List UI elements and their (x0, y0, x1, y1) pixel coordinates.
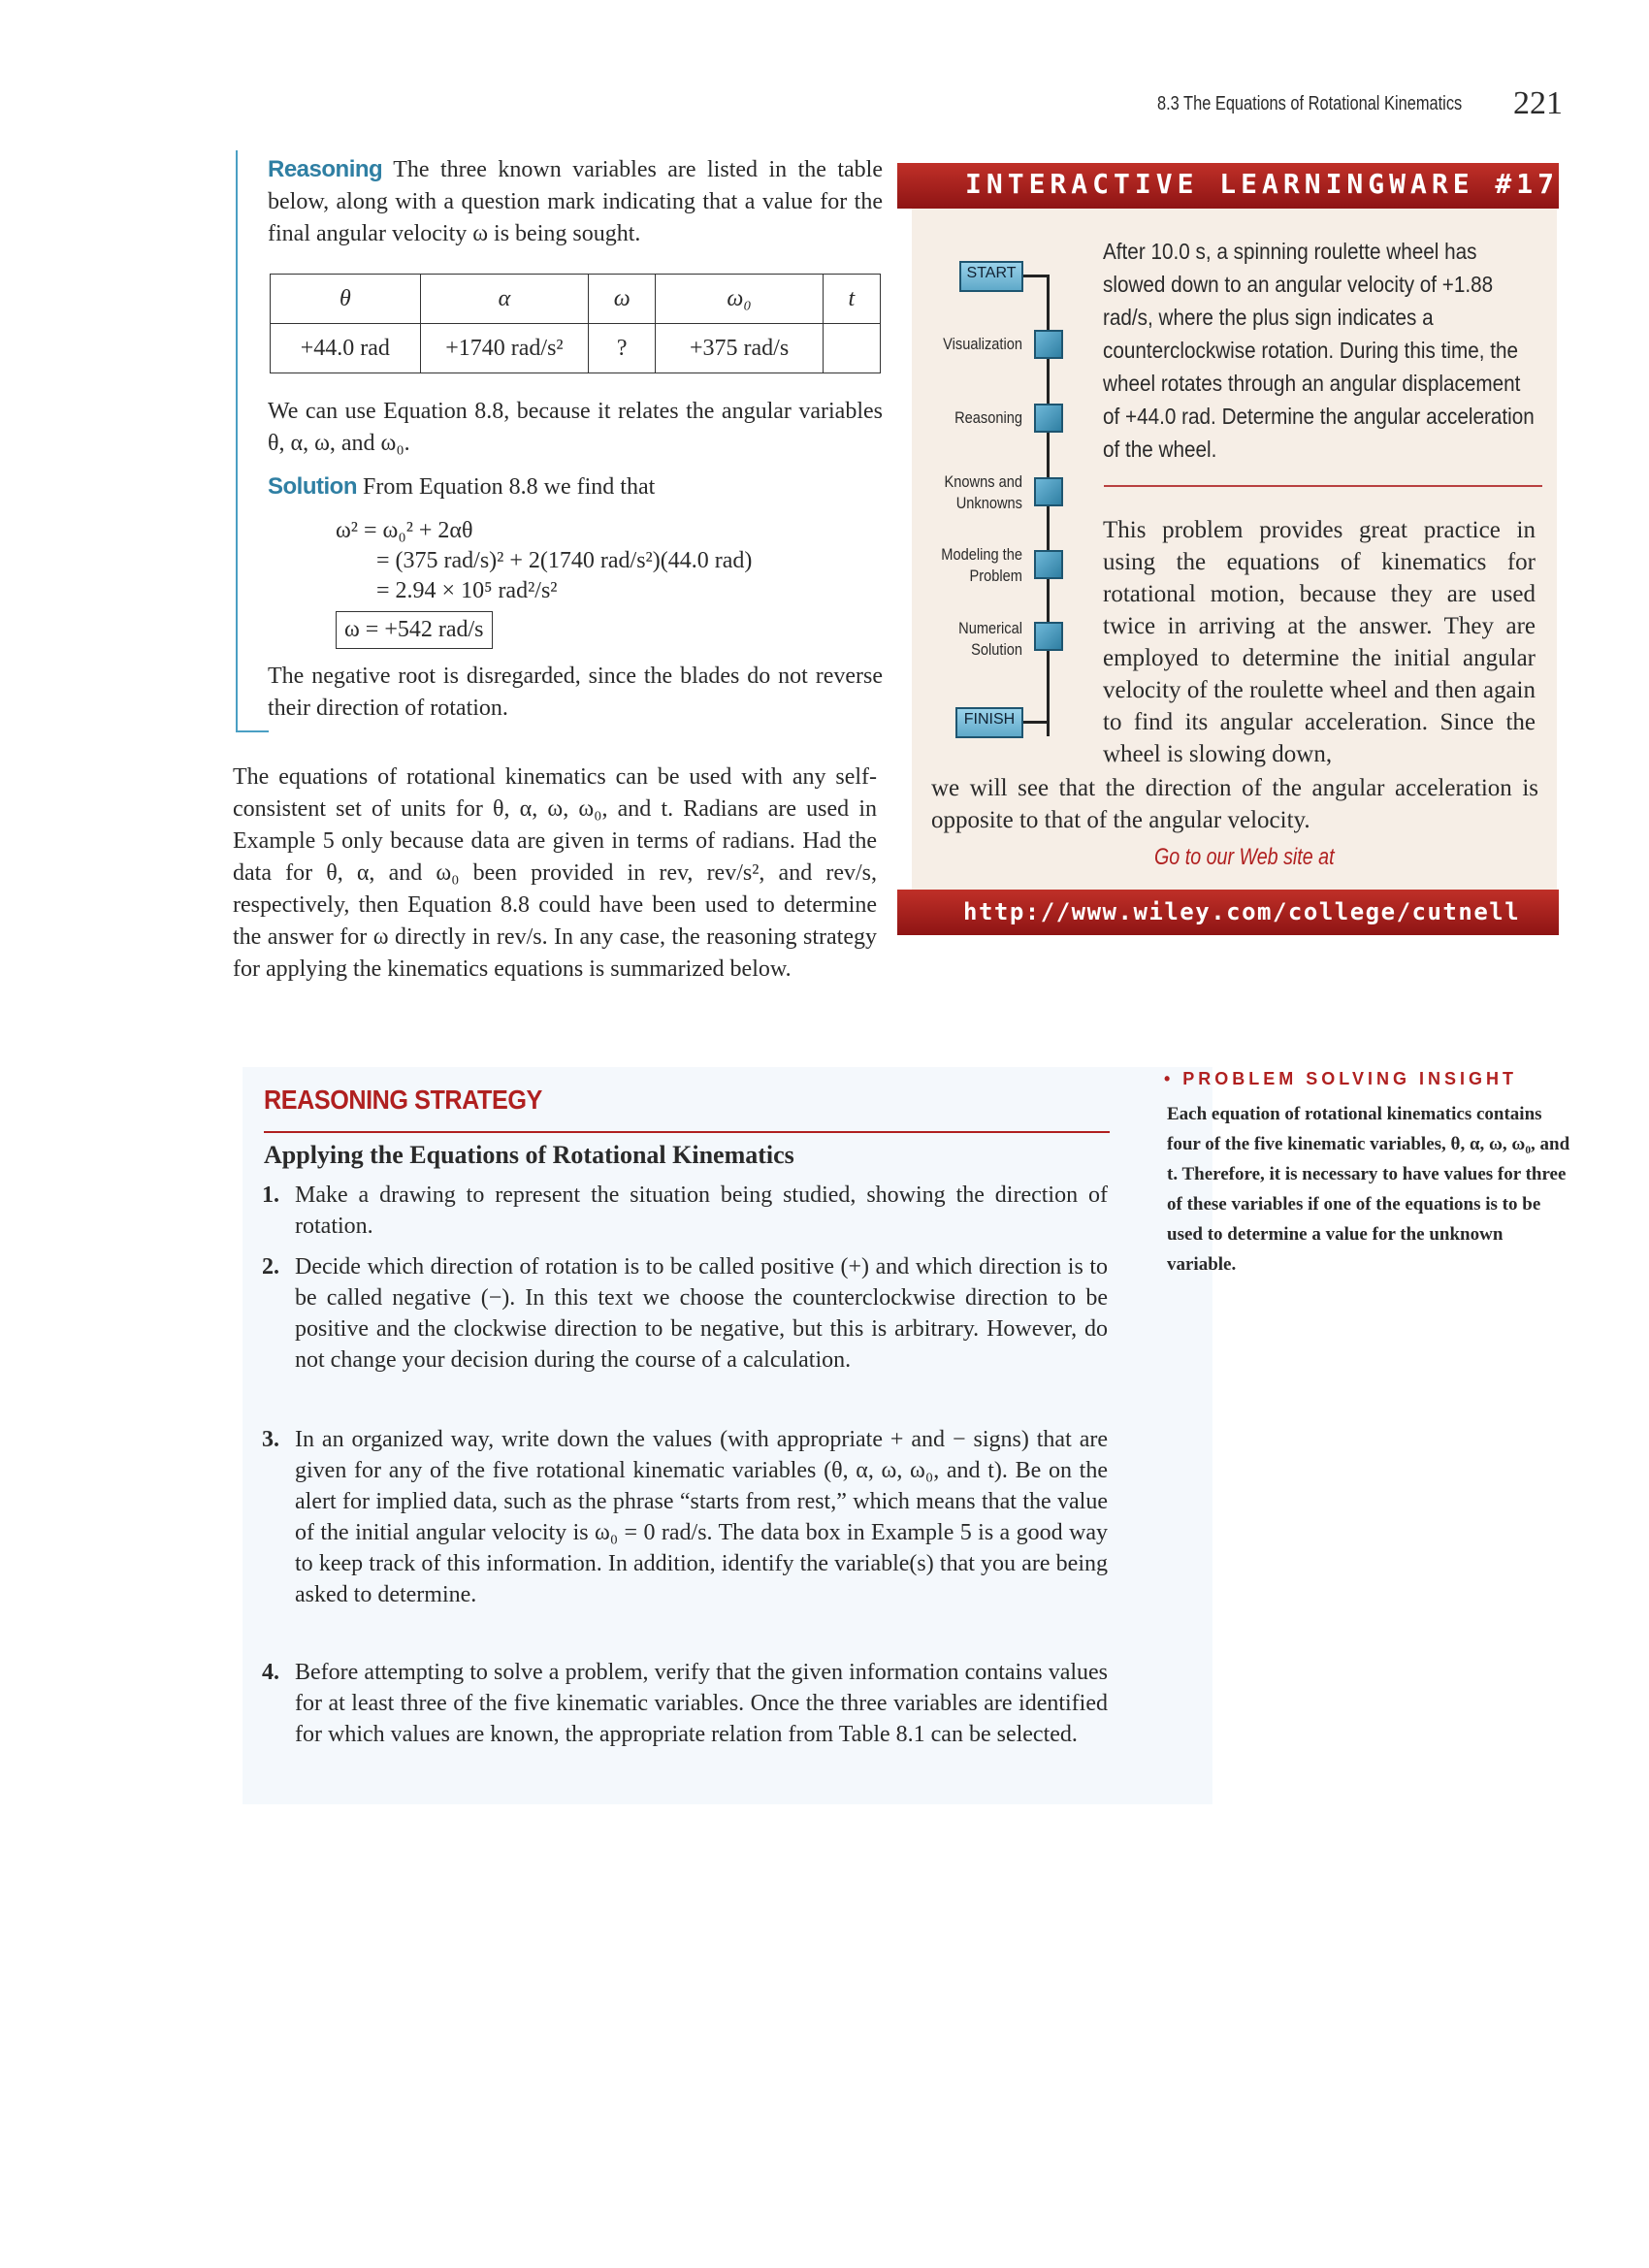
body-paragraph: The equations of rotational kinematics can be used with any self-consistent set of units for θ, α, ω, ω₀, and t. Radians are used in Example 5 only because data are given in terms of radians. Had the data for θ, α, and ω₀ been provided in rev, rev/s², and rev/s, respectively, then Equation 8.8 could have been used to determine the answer for ω directly in rev/s. In any case, the reasoning strategy for applying the kinematics equations is summarized below. (233, 764, 877, 982)
flowchart-finish-connector (1023, 721, 1050, 724)
ilw-url-banner[interactable] (897, 890, 1559, 935)
flowchart-step-reasoning[interactable] (1034, 404, 1063, 433)
answer-box: ω = +542 rad/s (336, 611, 493, 649)
step-text: In an organized way, write down the values (with appropriate + and − signs) that are given for any of the five rotational kinematic variables (θ, α, ω, ω₀, and t). Be on the alert for implied data, such as the phrase “starts from rest,” which means that the value of the initial angular velocity is ω₀ = 0 rad/s. The data box in Example 5 is a good way to keep track of this information. In addition, identify the variable(s) that you are being asked to determine. (295, 1427, 1108, 1607)
flowchart-label-modeling: Modeling the Problem (941, 545, 1022, 585)
flowchart-step-numerical[interactable] (1034, 622, 1063, 651)
ilw-divider (1104, 485, 1542, 487)
ilw-banner (897, 163, 1559, 209)
table-header-alpha: α (420, 275, 588, 324)
example-margin-rule (236, 150, 238, 732)
table-value-theta: +44.0 rad (271, 324, 421, 373)
ilw-url-link[interactable]: http://www.wiley.com/college/cutnell (963, 898, 1521, 925)
running-title: 8.3 The Equations of Rotational Kinematics (1157, 93, 1463, 114)
strategy-step-3 (262, 1424, 1108, 1610)
insight-heading: • PROBLEM SOLVING INSIGHT (1164, 1069, 1517, 1088)
ilw-description: This problem provides great practice in using the equations of kinematics for rotational motion, because they are used twice in arriving at the answer. They are employed to determine the initial angular velocity of the roulette wheel and then again to find its angular acceleration. Since the wheel is slowing down, (1103, 517, 1536, 767)
flowchart-finish[interactable]: FINISH (955, 707, 1023, 738)
table-header-omega0: ω₀ (656, 275, 823, 324)
data-table-header-row (271, 275, 881, 324)
step-number: 3. (262, 1427, 279, 1452)
strategy-step-1 (262, 1180, 1108, 1242)
ilw-problem-text: After 10.0 s, a spinning roulette wheel has slowed down to an angular velocity of +1.88 rad/s, where the plus sign indicates a counterclockwise rotation. During this time, the wheel rotates through an angular displacement of +44.0 rad. Determine the angular acceleration of the wheel. (1103, 239, 1535, 462)
data-table (270, 274, 881, 373)
table-value-omega: ? (589, 324, 656, 373)
strategy-step-2 (262, 1251, 1108, 1376)
flowchart-start-connector (1023, 275, 1050, 277)
reasoning-text: The three known variables are listed in the table below, along with a question mark indicating that a value for the final angular velocity ω is being sought. (268, 157, 883, 246)
flowchart-step-visualization[interactable] (1034, 330, 1063, 359)
table-value-alpha: +1740 rad/s² (420, 324, 588, 373)
answer-box-wrap (336, 611, 493, 649)
insight-text: Each equation of rotational kinematics contains four of the five kinematic variables, θ, α, ω, ω₀, and t. Therefore, it is necessary to have values for three of these variables if one of the equations is to be used to determine a value for the unknown variable. (1167, 1104, 1570, 1275)
table-header-theta: θ (271, 275, 421, 324)
equation-line-3: = 2.94 × 10⁵ rad²/s² (376, 578, 558, 603)
ilw-banner-title: INTERACTIVE LEARNINGWARE #17 (965, 168, 1560, 200)
example-margin-rule-foot (236, 730, 269, 732)
strategy-title: REASONING STRATEGY (264, 1085, 542, 1115)
reasoning-paragraph (268, 153, 883, 250)
step-text: Decide which direction of rotation is to be called positive (+) and which direction is to be called negative (−). In this text we choose the counterclockwise direction to be positive and the clockwise direction to be negative, but this is arbitrary. However, do not change your decision during the course of a calculation. (295, 1254, 1108, 1373)
solution-text: From Equation 8.8 we find that (362, 474, 656, 500)
step-text: Make a drawing to represent the situation being studied, showing the direction of rotation. (295, 1183, 1108, 1239)
step-number: 4. (262, 1660, 279, 1685)
data-table-value-row (271, 324, 881, 373)
solution-paragraph (268, 470, 883, 503)
flowchart-label-knowns: Knowns and Unknowns (944, 472, 1022, 512)
reasoning-heading: Reasoning (268, 156, 383, 182)
equation-line-1: ω² = ω₀² + 2αθ (336, 518, 473, 543)
equation-line-2: = (375 rad/s)² + 2(1740 rad/s²)(44.0 rad) (376, 548, 753, 573)
flowchart-label-numerical: Numerical Solution (958, 619, 1022, 659)
table-value-time (823, 324, 880, 373)
flowchart-start[interactable]: START (959, 261, 1023, 292)
conclusion-text: The negative root is disregarded, since the blades do not reverse their direction of rotation. (268, 664, 883, 721)
step-number: 2. (262, 1254, 279, 1280)
ilw-goto-text: Go to our Web site at (1154, 844, 1335, 870)
table-value-omega0: +375 rad/s (656, 324, 823, 373)
solution-heading: Solution (268, 473, 357, 500)
flowchart-step-knowns[interactable] (1034, 477, 1063, 506)
flowchart-step-modeling[interactable] (1034, 550, 1063, 579)
table-header-time: t (823, 275, 880, 324)
step-number: 1. (262, 1183, 279, 1208)
table-header-omega: ω (589, 275, 656, 324)
equation-choice-text: We can use Equation 8.8, because it relates the angular variables θ, α, ω, and ω₀. (268, 399, 883, 456)
flowchart-label-visualization: Visualization (943, 335, 1022, 353)
step-text: Before attempting to solve a problem, verify that the given information contains values for at least three of the five kinematic variables. Once the three variables are identified for which values are known, the appropriate relation from Table 8.1 can be selected. (295, 1660, 1108, 1747)
strategy-rule (264, 1131, 1110, 1133)
flowchart-label-reasoning: Reasoning (954, 408, 1022, 427)
page-number: 221 (1513, 85, 1563, 121)
strategy-subtitle: Applying the Equations of Rotational Kinematics (264, 1141, 794, 1169)
strategy-step-4 (262, 1657, 1108, 1750)
ilw-description-tail: we will see that the direction of the angular acceleration is opposite to that of the angular velocity. (931, 775, 1538, 833)
